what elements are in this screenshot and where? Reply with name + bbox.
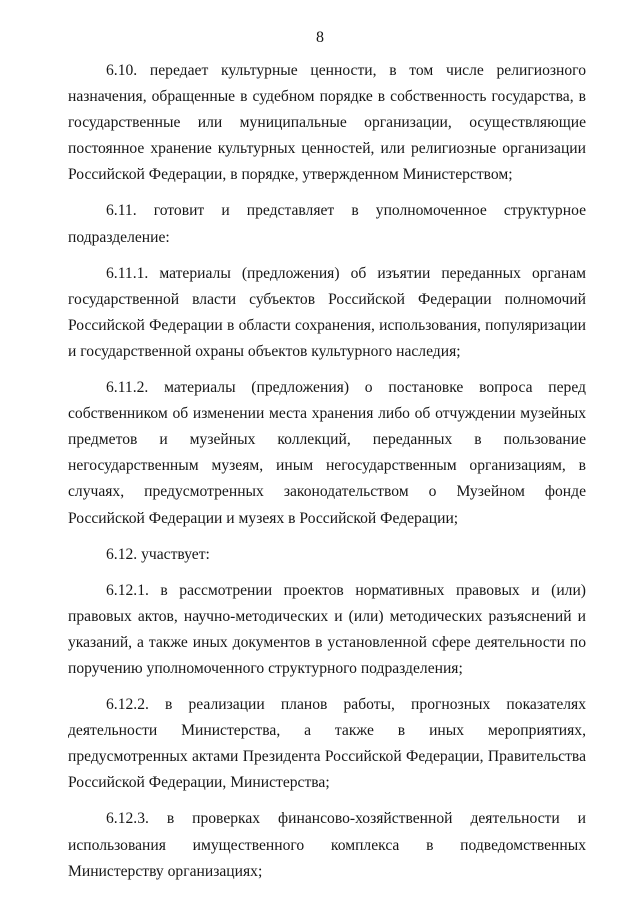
paragraph-6-12-3: 6.12.3. в проверках финансово-хозяйственной деятельности и использования имущественного комплекса в подведомственных Министерству организациях; — [68, 810, 586, 880]
paragraph-6-12: 6.12. участвует: — [106, 545, 210, 563]
paragraph-6-11: 6.11. готовит и представляет в уполномоченное структурное подразделение: — [68, 202, 586, 246]
paragraph-6-12-1: 6.12.1. в рассмотрении проектов нормативных правовых и (или) правовых актов, научно-методических и (или) методических разъяснений и указаний, а также иных документов в установленной сфере деятельности по поручению уполномоченного структурного подразделения; — [68, 581, 586, 677]
paragraph-6-12-2: 6.12.2. в реализации планов работы, прогнозных показателях деятельности Министерства, а также в иных мероприятиях, предусмотренных актами Президента Российской Федерации, Правительства Российской Федерации, Министерства; — [68, 696, 586, 792]
paragraph-6-11-2: 6.11.2. материалы (предложения) о постановке вопроса перед собственником об изменении места хранения либо об отчуждении музейных предметов и музейных коллекций, переданных в пользование негосударственным музеям, иным негосударственным организациям, в случаях, предусмотренных законодательством о Музейном фонде Российской Федерации и музеях в Российской Федерации; — [68, 379, 586, 527]
document-body — [68, 58, 586, 885]
paragraph-6-10: 6.10. передает культурные ценности, в том числе религиозного назначения, обращенные в судебном порядке в собственность государства, в государственные или муниципальные организации, осуществляющие постоянное хранение культурных ценностей, или религиозные организации Российской Федерации, в порядке, утвержденном Министерством; — [68, 62, 586, 184]
paragraph-6-11-1: 6.11.1. материалы (предложения) об изъятии переданных органам государственной власти субъектов Российской Федерации полномочий Российской Федерации в области сохранения, использования, популяризации и государственной охраны объектов культурного наследия; — [68, 264, 586, 360]
page-number: 8 — [316, 29, 324, 46]
